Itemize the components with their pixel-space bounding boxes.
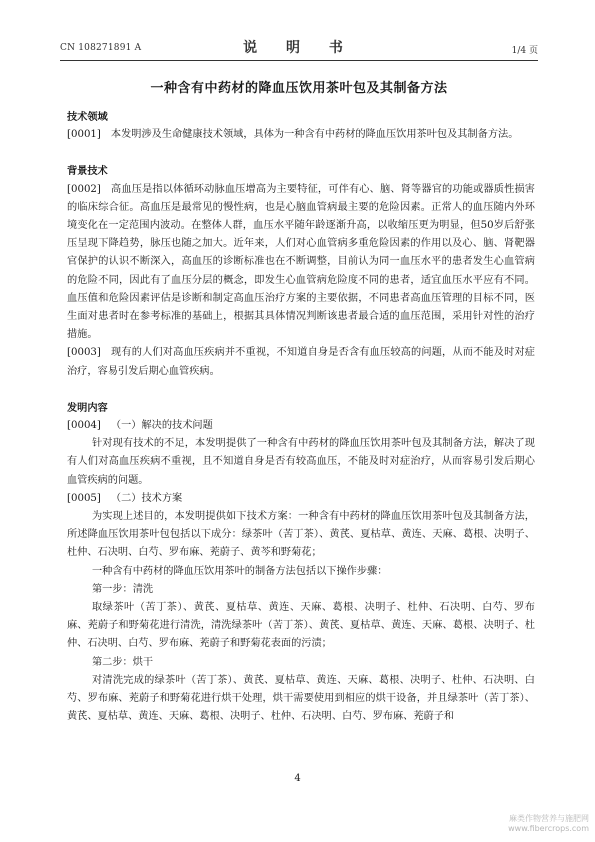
paragraph-number: [0001]: [67, 129, 101, 141]
step-2-heading: 第二步：烘干: [92, 656, 154, 668]
paragraph-0003: [67, 344, 535, 380]
paragraph-0001: [67, 126, 535, 144]
paragraph-text: 本发明涉及生命健康技术领域，具体为一种含有中药材的降血压饮用茶叶包及其制备方法。: [110, 129, 519, 141]
subsection-heading: （二）技术方案: [110, 492, 183, 504]
paragraph-0004-text: 针对现有技术的不足，本发明提供了一种含有中药材的降血压饮用茶叶包及其制备方法，解决了现有人们对高血压疾病不重视，且不知道自身是否有较高血压，不能及时对症治疗，从而容易引发后期心血管疾病的问题。: [67, 438, 535, 486]
section-heading-tech-field: 技术领域: [67, 111, 108, 123]
paragraph-number: [0005]: [67, 492, 101, 504]
section-heading-invention: 发明内容: [67, 401, 108, 414]
header-divider: [60, 60, 538, 61]
paragraph-0005-header: [67, 490, 535, 508]
step-1-text: 取绿茶叶（苦丁茶）、黄芪、夏枯草、黄连、天麻、葛根、决明子、杜仲、石决明、白芍、罗布麻、茺蔚子和野菊花进行清洗，清洗绿茶叶（苦丁茶）、黄芪、夏枯草、黄连、天麻、葛根、决明子、杜仲、石决明、白芍、罗布麻、茺蔚子和野菊花表面的污渍；: [67, 602, 535, 650]
paragraph-0002: [67, 181, 535, 345]
watermark-line-2: www.fibercrops.com: [508, 824, 589, 833]
page-number: 4: [294, 773, 301, 784]
step-1-heading: 第一步：清洗: [92, 583, 154, 595]
page-header: [60, 37, 538, 57]
watermark-line-1: 麻类作物营养与施肥网: [509, 814, 589, 823]
step-2-text: 对清洗完成的绿茶叶（苦丁茶）、黄芪、夏枯草、黄连、天麻、葛根、决明子、杜仲、石决明、白芍、罗布麻、茺蔚子和野菊花进行烘干处理，烘干需要使用到相应的烘干设备，并且绿茶叶（苦丁茶）、黄芪、夏枯草、黄连、天麻、葛根、决明子、杜仲、石决明、白芍、罗布麻、茺蔚子和: [67, 674, 535, 723]
paragraph-0004-header: [67, 417, 535, 435]
paragraph-0005-text-2: 一种含有中药材的降血压饮用茶叶的制备方法包括以下操作步骤：: [92, 565, 388, 577]
page-indicator: 1/4 页: [511, 46, 538, 56]
document-title: 一种含有中药材的降血压饮用茶叶包及其制备方法: [150, 81, 448, 96]
section-heading-background: 背景技术: [67, 165, 108, 178]
subsection-heading: （一）解决的技术问题: [110, 420, 213, 432]
paragraph-number: [0002]: [67, 183, 101, 195]
document-body: [67, 108, 535, 727]
document-type: 说 明 书: [243, 40, 355, 56]
paragraph-0005-text-1: 为实现上述目的，本发明提供如下技术方案：一种含有中药材的降血压饮用茶叶包及其制备方法，所述降血压饮用茶叶包包括以下成分：绿茶叶（苦丁茶）、黄芪、夏枯草、黄连、天麻、葛根、决明子、杜仲、石决明、白芍、罗布麻、茺蔚子、黄芩和野菊花；: [67, 511, 535, 559]
paragraph-number: [0003]: [67, 347, 101, 359]
paragraph-text: 高血压是指以体循环动脉血压增高为主要特征，可伴有心、脑、肾等器官的功能或器质性损害的临床综合征。高血压是最常见的慢性病，也是心脑血管病最主要的危险因素。正常人的血压随内外环境变化在一定范围内波动。在整体人群，血压水平随年龄逐渐升高，以收缩压更为明显，但50岁后舒张压呈现下降趋势，脉压也随之加大。近年来，人们对心血管病多重危险因素的作用以及心、脑、肾靶器官保护的认识不断深入，高血压的诊断标准也在不断调整，目前认为同一血压水平的患者发生心血管病的危险不同，因此有了血压分层的概念，即发生心血管病危险度不同的患者，适宜血压水平应有不同。血压值和危险因素评估是诊断和制定高血压治疗方案的主要依据，不同患者高血压管理的目标不同，医生面对患者时在参考标准的基础上，根据其具体情况判断该患者最合适的血压范围，采用针对性的治疗措施。: [67, 183, 535, 341]
watermark: [508, 814, 589, 834]
document-number: CN 108271891 A: [60, 43, 142, 53]
paragraph-text: 现有的人们对高血压疾病并不重视，不知道自身是否含有血压较高的问题，从而不能及时对症治疗，容易引发后期心血管疾病。: [67, 347, 535, 377]
paragraph-number: [0004]: [67, 420, 101, 432]
